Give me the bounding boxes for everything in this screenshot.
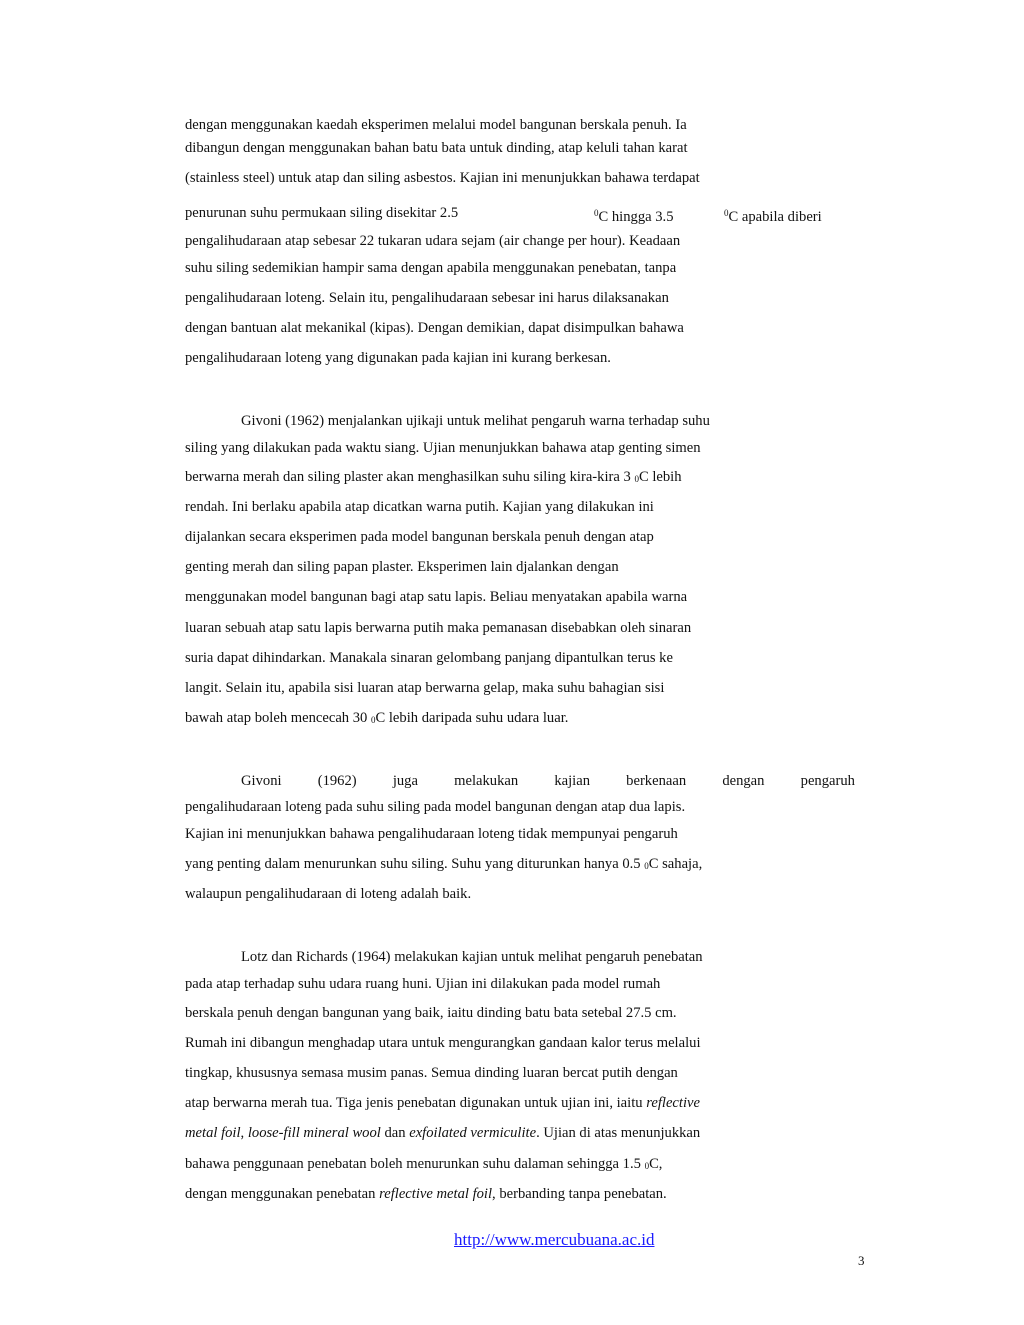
word: juga: [392, 773, 418, 789]
text-span: yang penting dalam menurunkan suhu siling. Suhu yang diturunkan hanya 0.5: [185, 856, 641, 872]
text-line: [594, 204, 674, 226]
word: Givoni: [241, 773, 282, 789]
text-span: dan: [384, 1125, 406, 1141]
page-number: 3: [858, 1253, 865, 1268]
text-line: dijalankan secara eksperimen pada model bangunan berskala penuh dengan atap: [185, 529, 654, 545]
text-span: C lebih: [638, 469, 682, 485]
text-line: pengalihudaraan loteng pada suhu siling pada model bangunan dengan atap dua lapis.: [185, 799, 686, 815]
text-span: berwarna merah dan siling plaster akan menghasilkan suhu siling kira-kira 3: [185, 469, 631, 485]
text-line: tingkap, khususnya semasa musim panas. Semua dinding luaran bercat putih dengan: [185, 1065, 678, 1081]
text-line: [185, 1185, 667, 1203]
text-line: [185, 855, 702, 875]
word: dengan: [722, 773, 765, 789]
italic-term: exfoilated vermiculite: [409, 1125, 537, 1141]
word: melakukan: [454, 773, 519, 789]
text-line: dengan bantuan alat mekanikal (kipas). Dengan demikian, dapat disimpulkan bahawa: [185, 320, 684, 336]
text-span: bahawa penggunaan penebatan boleh menurunkan suhu dalaman sehingga 1.5: [185, 1156, 641, 1172]
text-line: pengalihudaraan loteng yang digunakan pada kajian ini kurang berkesan.: [185, 350, 611, 366]
text-line: Kajian ini menunjukkan bahawa pengalihudaraan loteng tidak mempunyai pengaruh: [185, 826, 678, 842]
word: kajian: [554, 773, 590, 789]
text-line: penurunan suhu permukaan siling disekitar 2.5: [185, 205, 459, 221]
text-line: rendah. Ini berlaku apabila atap dicatkan warna putih. Kajian yang dilakukan ini: [185, 499, 654, 515]
text-line: [185, 1155, 662, 1175]
italic-term: loose-fill mineral wool: [247, 1125, 381, 1141]
degree-mark: 0: [371, 715, 376, 725]
text-span: C lebih daripada suhu udara luar.: [375, 710, 569, 726]
text-line: dengan menggunakan kaedah eksperimen melalui model bangunan berskala penuh. Ia: [185, 117, 687, 133]
text-line: dibangun dengan menggunakan bahan batu bata untuk dinding, atap keluli tahan karat: [185, 140, 688, 156]
footer-link[interactable]: http://www.mercubuana.ac.id: [454, 1230, 655, 1249]
word: pengaruh: [800, 773, 855, 789]
text-line: langit. Selain itu, apabila sisi luaran atap berwarna gelap, maka suhu bahagian sisi: [185, 680, 665, 696]
text-line: pada atap terhadap suhu udara ruang huni. Ujian ini dilakukan pada model rumah: [185, 976, 661, 992]
word: (1962): [317, 773, 357, 789]
text-line: Lotz dan Richards (1964) melakukan kajian untuk melihat pengaruh penebatan: [241, 949, 703, 965]
text-span: C hingga 3.5: [598, 209, 674, 225]
text-line: Rumah ini dibangun menghadap utara untuk mengurangkan gandaan kalor terus melalui: [185, 1035, 701, 1051]
text-span: . Ujian di atas menunjukkan: [536, 1125, 701, 1141]
text-line: Givoni (1962) menjalankan ujikaji untuk melihat pengaruh warna terhadap suhu: [241, 413, 710, 429]
text-span: dengan menggunakan penebatan: [185, 1186, 376, 1202]
text-line: suhu siling sedemikian hampir sama dengan apabila menggunakan penebatan, tanpa: [185, 260, 677, 276]
text-line: [185, 1094, 700, 1112]
degree-mark: 0: [644, 1161, 650, 1171]
text-line: [185, 709, 568, 729]
text-line: pengalihudaraan atap sebesar 22 tukaran udara sejam (air change per hour). Keadaan: [185, 233, 681, 249]
text-line: suria dapat dihindarkan. Manakala sinaran gelombang panjang dipantulkan terus ke: [185, 650, 673, 666]
text-line: (stainless steel) untuk atap dan siling asbestos. Kajian ini menunjukkan bahawa terdapat: [185, 170, 700, 186]
text-span: ,: [240, 1125, 245, 1141]
text-line: siling yang dilakukan pada waktu siang. Ujian menunjukkan bahawa atap genting simen: [185, 440, 701, 456]
text-line: walaupun pengalihudaraan di loteng adalah baik.: [185, 886, 472, 902]
italic-term: reflective metal foil: [379, 1186, 493, 1202]
text-span: bawah atap boleh mencecah 30: [185, 710, 368, 726]
word: berkenaan: [626, 773, 687, 789]
text-line: menggunakan model bangunan bagi atap satu lapis. Beliau menyatakan apabila warna: [185, 589, 688, 605]
justified-line: [241, 772, 855, 790]
text-span: atap berwarna merah tua. Tiga jenis penebatan digunakan untuk ujian ini, iaitu: [185, 1095, 643, 1111]
text-line: luaran sebuah atap satu lapis berwarna putih maka pemanasan disebabkan oleh sinaran: [185, 620, 692, 636]
superscript: 0: [724, 208, 729, 218]
text-line: [185, 1124, 700, 1142]
degree-mark: 0: [634, 474, 639, 484]
text-line: berskala penuh dengan bangunan yang baik, iaitu dinding batu bata setebal 27.5 cm.: [185, 1005, 677, 1021]
text-span: C,: [649, 1156, 663, 1172]
text-span: C sahaja,: [648, 856, 703, 872]
text-span: , berbanding tanpa penebatan.: [492, 1186, 667, 1202]
degree-mark: 0: [644, 861, 649, 871]
text-line: [185, 468, 682, 488]
italic-term: reflective: [646, 1095, 700, 1111]
text-line: [724, 204, 822, 226]
italic-term: metal foil: [185, 1125, 241, 1141]
text-line: pengalihudaraan loteng. Selain itu, pengalihudaraan sebesar ini harus dilaksanakan: [185, 290, 669, 306]
text-line: genting merah dan siling papan plaster. Eksperimen lain djalankan dengan: [185, 559, 619, 575]
text-span: C apabila diberi: [728, 209, 822, 225]
superscript: 0: [594, 208, 599, 218]
